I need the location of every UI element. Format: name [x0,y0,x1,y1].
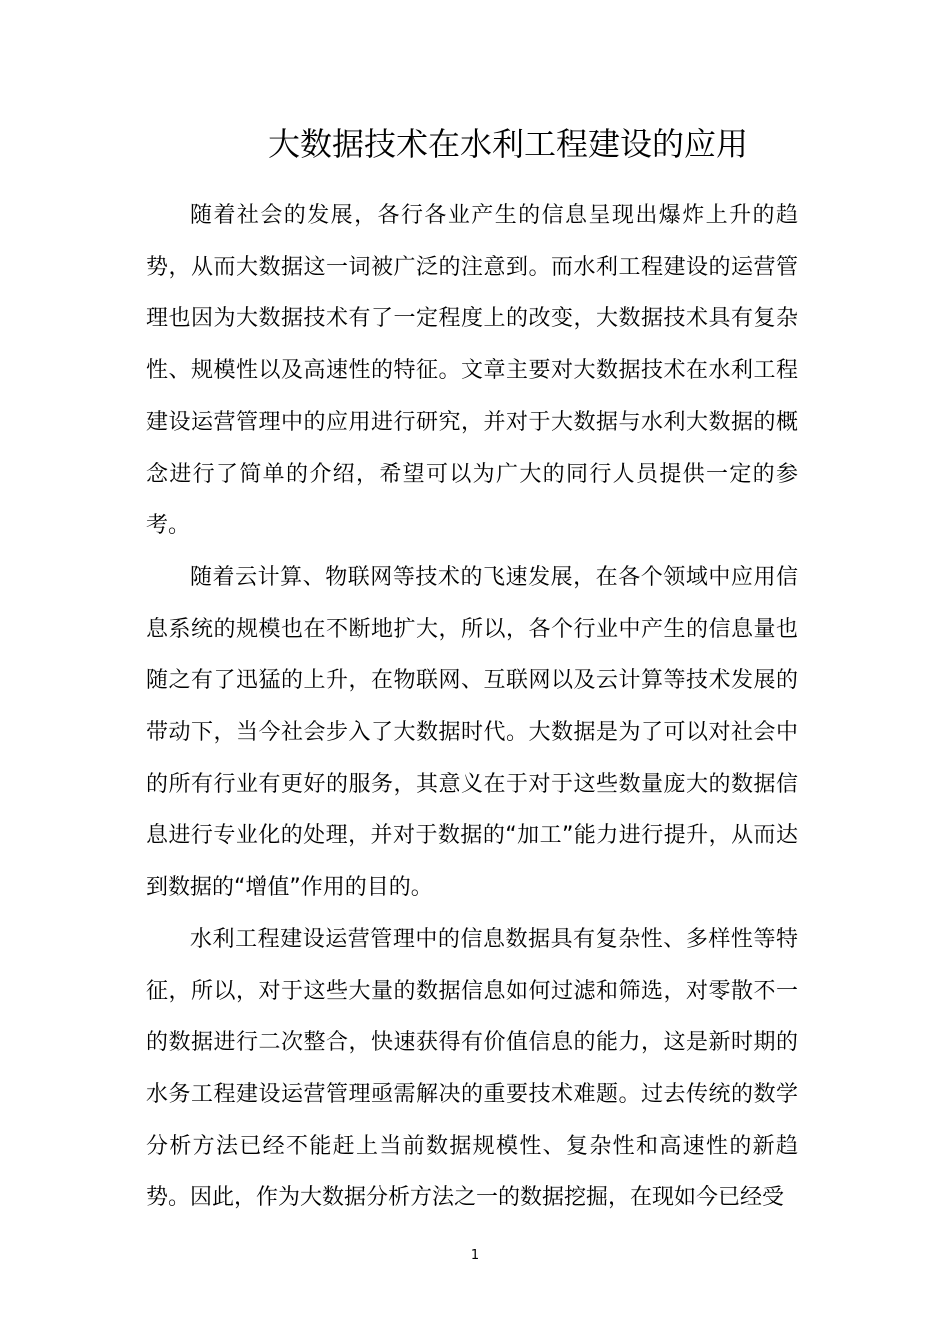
document-title: 大数据技术在水利工程建设的应用 [267,125,748,163]
paragraph-3: 水利工程建设运营管理中的信息数据具有复杂性、多样性等特征，所以，对于这些大量的数据信息如何过滤和筛选，对零散不一的数据进行二次整合，快速获得有价值信息的能力，这是新时期的水务工程建设运营管理亟需解决的重要技术难题。过去传统的数学分析方法已经不能赶上当前数据规模性、复杂性和高速性的新趋势。因此，作为大数据分析方法之一的数据挖掘，在现如今已经受 [146,926,798,1211]
page-number: 1 [470,1248,480,1263]
paragraph-1: 随着社会的发展，各行各业产生的信息呈现出爆炸上升的趋势，从而大数据这一词被广泛的注意到。而水利工程建设的运营管理也因为大数据技术有了一定程度上的改变，大数据技术具有复杂性、规模性以及高速性的特征。文章主要对大数据技术在水利工程建设运营管理中的应用进行研究，并对于大数据与水利大数据的概念进行了简单的介绍，希望可以为广大的同行人员提供一定的参考。 [146,203,798,539]
paragraph-2: 随着云计算、物联网等技术的飞速发展，在各个领域中应用信息系统的规模也在不断地扩大，所以，各个行业中产生的信息量也随之有了迅猛的上升，在物联网、互联网以及云计算等技术发展的带动下，当今社会步入了大数据时代。大数据是为了可以对社会中的所有行业有更好的服务，其意义在于对于这些数量庞大的数据信息进行专业化的处理，并对于数据的“加工”能力进行提升，从而达到数据的“增值”作用的目的。 [146,564,798,901]
document-body [146,190,798,1224]
